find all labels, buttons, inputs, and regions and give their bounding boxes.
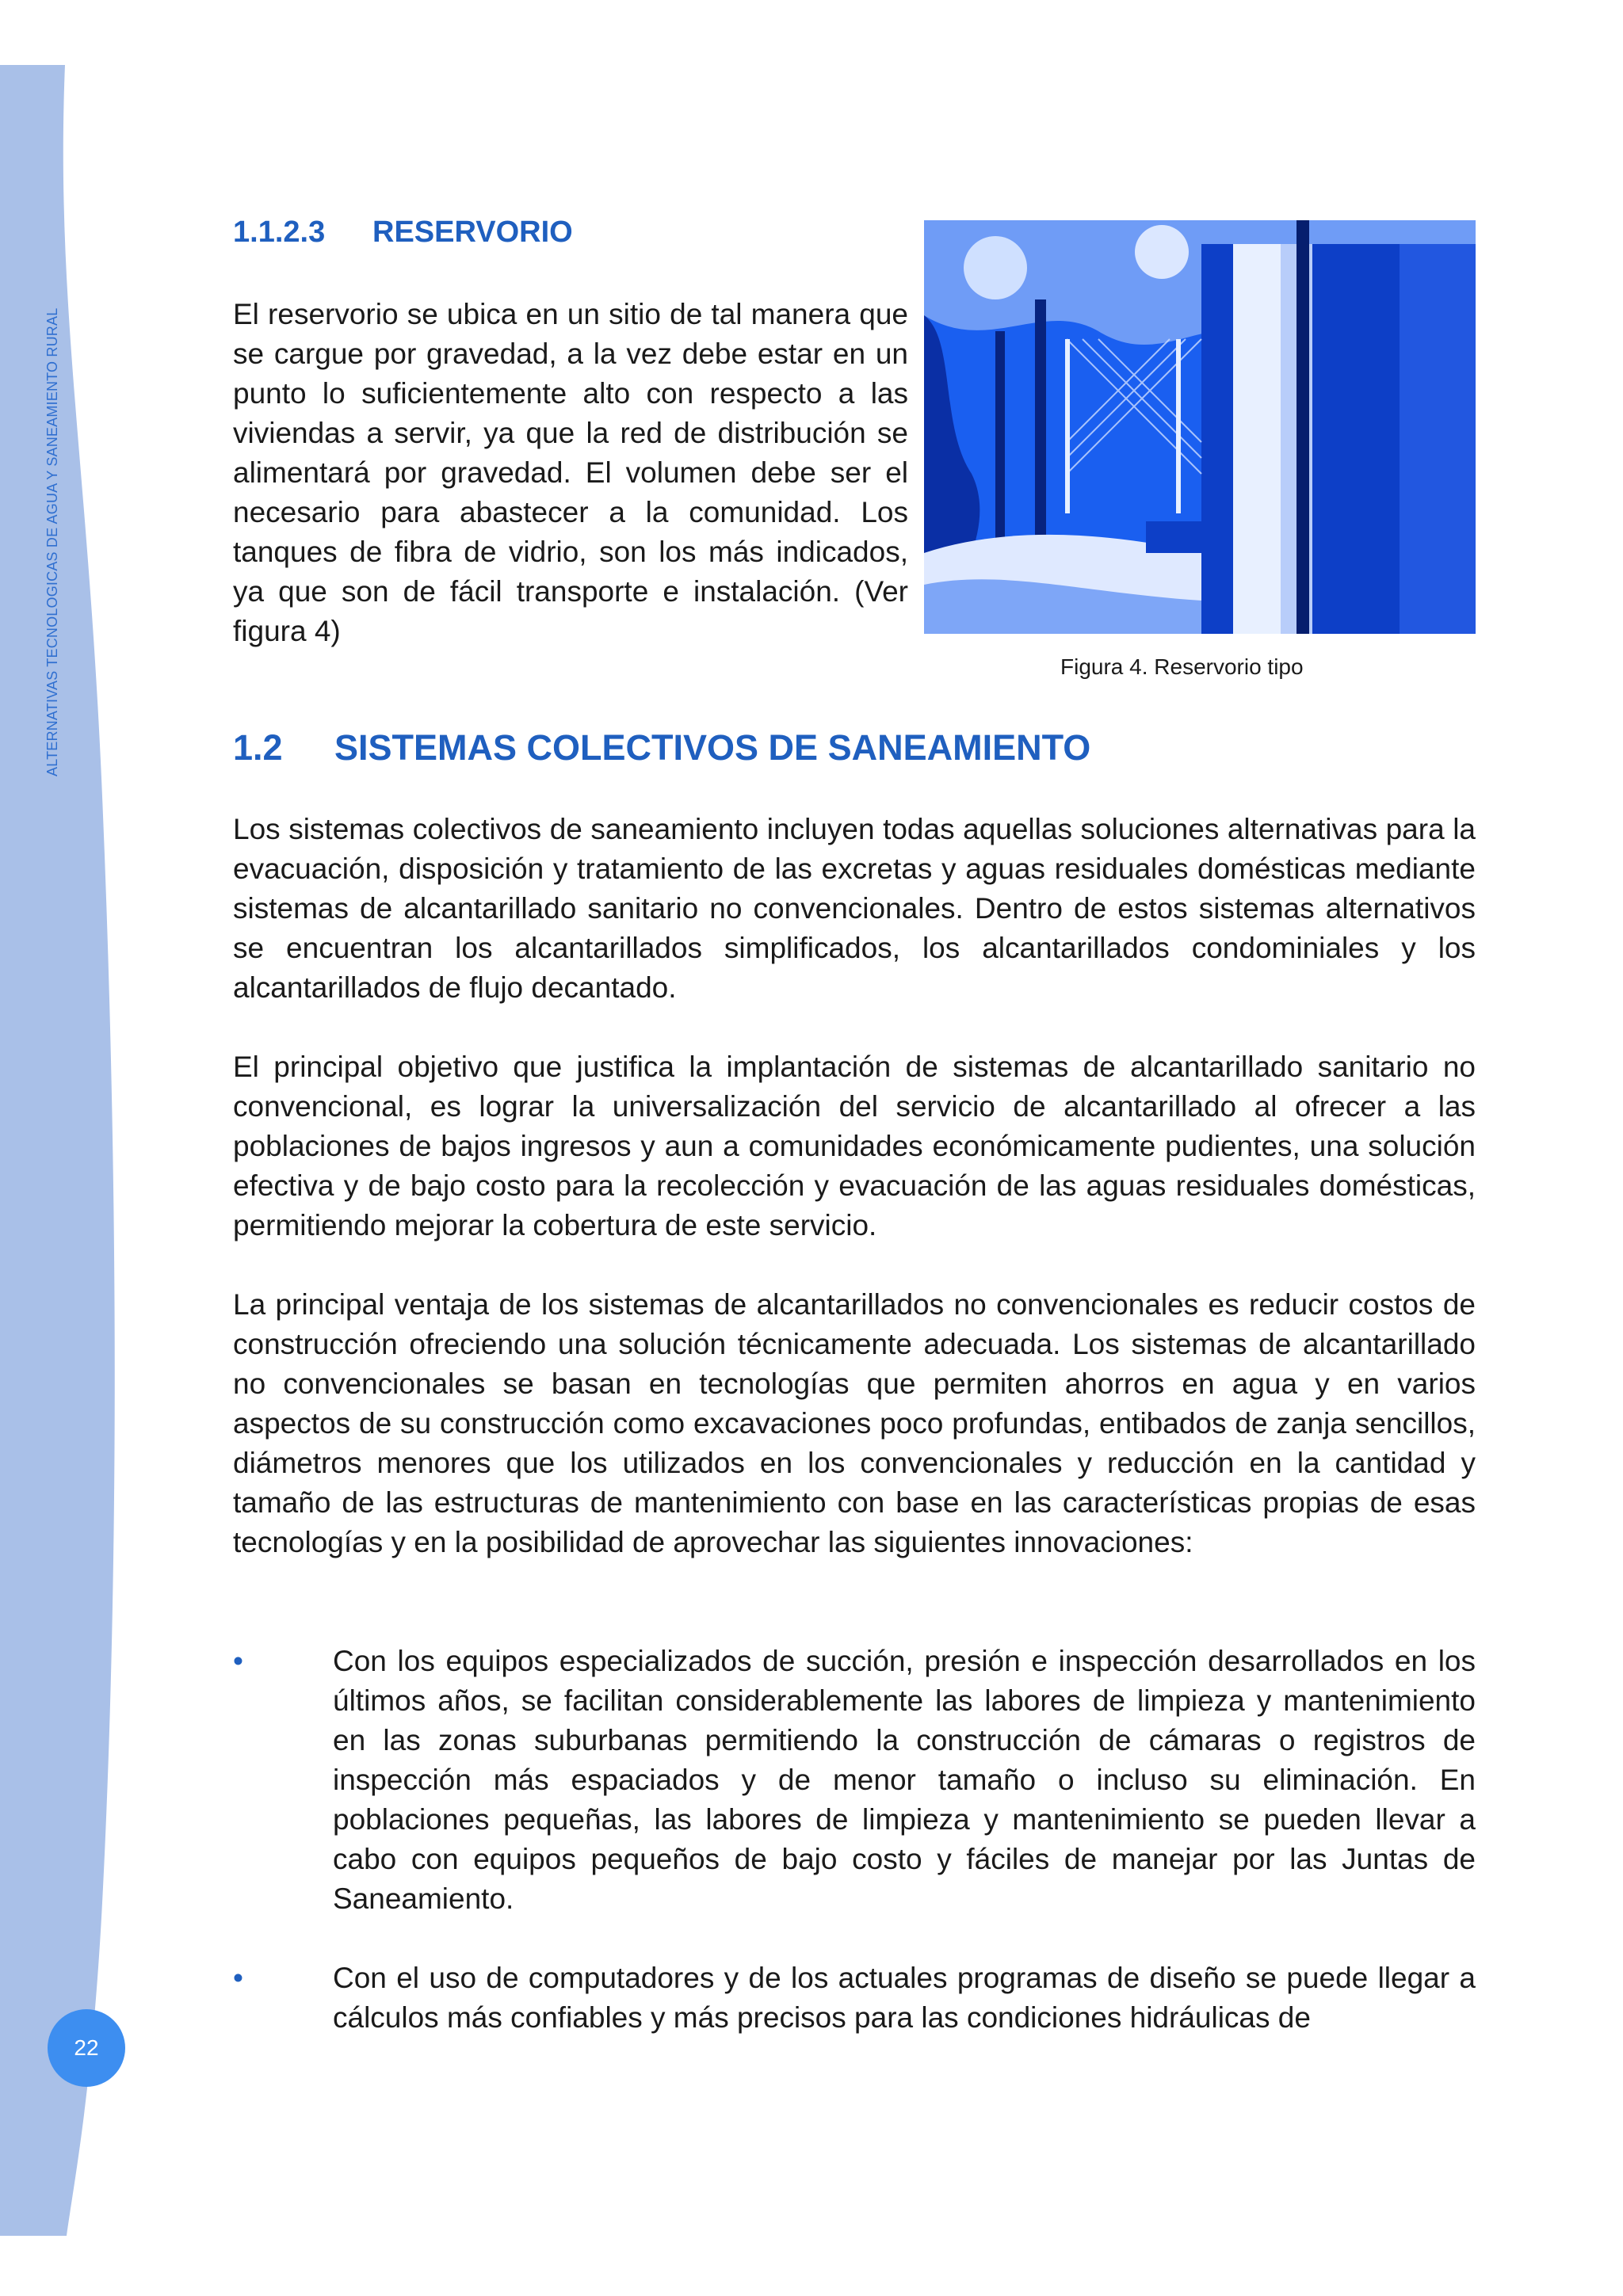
subsection-title: RESERVORIO	[372, 215, 573, 249]
reservoir-photo	[924, 220, 1476, 634]
bullet-icon: •	[233, 1645, 243, 1677]
bullet-text: Con los equipos especializados de succión, presión e inspección desarrollados en los últimos años, se facilitan considerablemente las labores de limpieza y mantenimiento en las zonas suburbanas permitiendo la construcción de cámaras o registros de inspección más espaciados y de menor tamaño o incluso su eliminación. En poblaciones pequeñas, las labores de limpieza y mantenimiento se pueden llevar a cabo con equipos pequeños de bajo costo y fáciles de manejar por las Juntas de Saneamiento.	[333, 1645, 1476, 1915]
reservorio-paragraph: El reservorio se ubica en un sitio de tal manera que se cargue por gravedad, a la vez debe estar en un punto lo suficientemente alto con respecto a las viviendas a servir, ya que la red de distribución se alimentará por gravedad. El volumen debe ser el necesario para abastecer a la comunidad. Los tanques de fibra de vidrio, son los más indicados, ya que son de fácil transporte e instalación. (Ver figura 4)	[233, 298, 908, 647]
section-title: SISTEMAS COLECTIVOS DE SANEAMIENTO	[334, 727, 1091, 768]
bullet-icon: •	[233, 1962, 243, 1994]
paragraph-3: La principal ventaja de los sistemas de alcantarillados no convencionales es reducir costos de construcción ofreciendo una solución técnicamente adecuada. Los sistemas de alcantarillado no convencionales se basan en tecnologías que permiten ahorros en agua y en varios aspectos de su construcción como excavaciones poco profundas, entibados de zanja sencillos, diámetros menores que los utilizados en los convencionales y reducción en la cantidad y tamaño de las estructuras de mantenimiento con base en las características propias de esas tecnologías y en la posibilidad de aprovechar las siguientes innovaciones:	[233, 1288, 1476, 1558]
running-header: ALTERNATIVAS TECNOLOGICAS DE AGUA Y SANEAMIENTO RURAL	[44, 307, 60, 776]
paragraph-1: Los sistemas colectivos de saneamiento incluyen todas aquellas soluciones alternativas para la evacuación, disposición y tratamiento de las excretas y aguas residuales domésticas mediante sistemas de alcantarillado sanitario no convencionales. Dentro de estos sistemas alternativos se encuentran los alcantarillados simplificados, los alcantarillados condominiales y los alcantarillados de flujo decantado.	[233, 813, 1476, 1004]
figure-caption: Figura 4. Reservorio tipo	[1060, 654, 1304, 679]
subsection-heading	[233, 215, 573, 250]
section-number: 1.2	[233, 727, 283, 768]
section-heading	[233, 727, 1090, 769]
list-item	[233, 1642, 1476, 1927]
list-item	[233, 1958, 1476, 2046]
subsection-number: 1.1.2.3	[233, 215, 326, 249]
page-number: 22	[48, 2009, 125, 2087]
paragraph-2: El principal objetivo que justifica la implantación de sistemas de alcantarillado sanitario no convencional, es lograr la universalización del servicio de alcantarillado al ofrecer a las poblaciones de bajos ingresos y aun a comunidades económicamente pudientes, una solución efectiva y de bajo costo para la recolección y evacuación de las aguas residuales domésticas, permitiendo mejorar la cobertura de este servicio.	[233, 1051, 1476, 1241]
bullet-text: Con el uso de computadores y de los actuales programas de diseño se puede llegar a cálculos más confiables y más precisos para las condiciones hidráulicas de	[333, 1962, 1476, 2034]
